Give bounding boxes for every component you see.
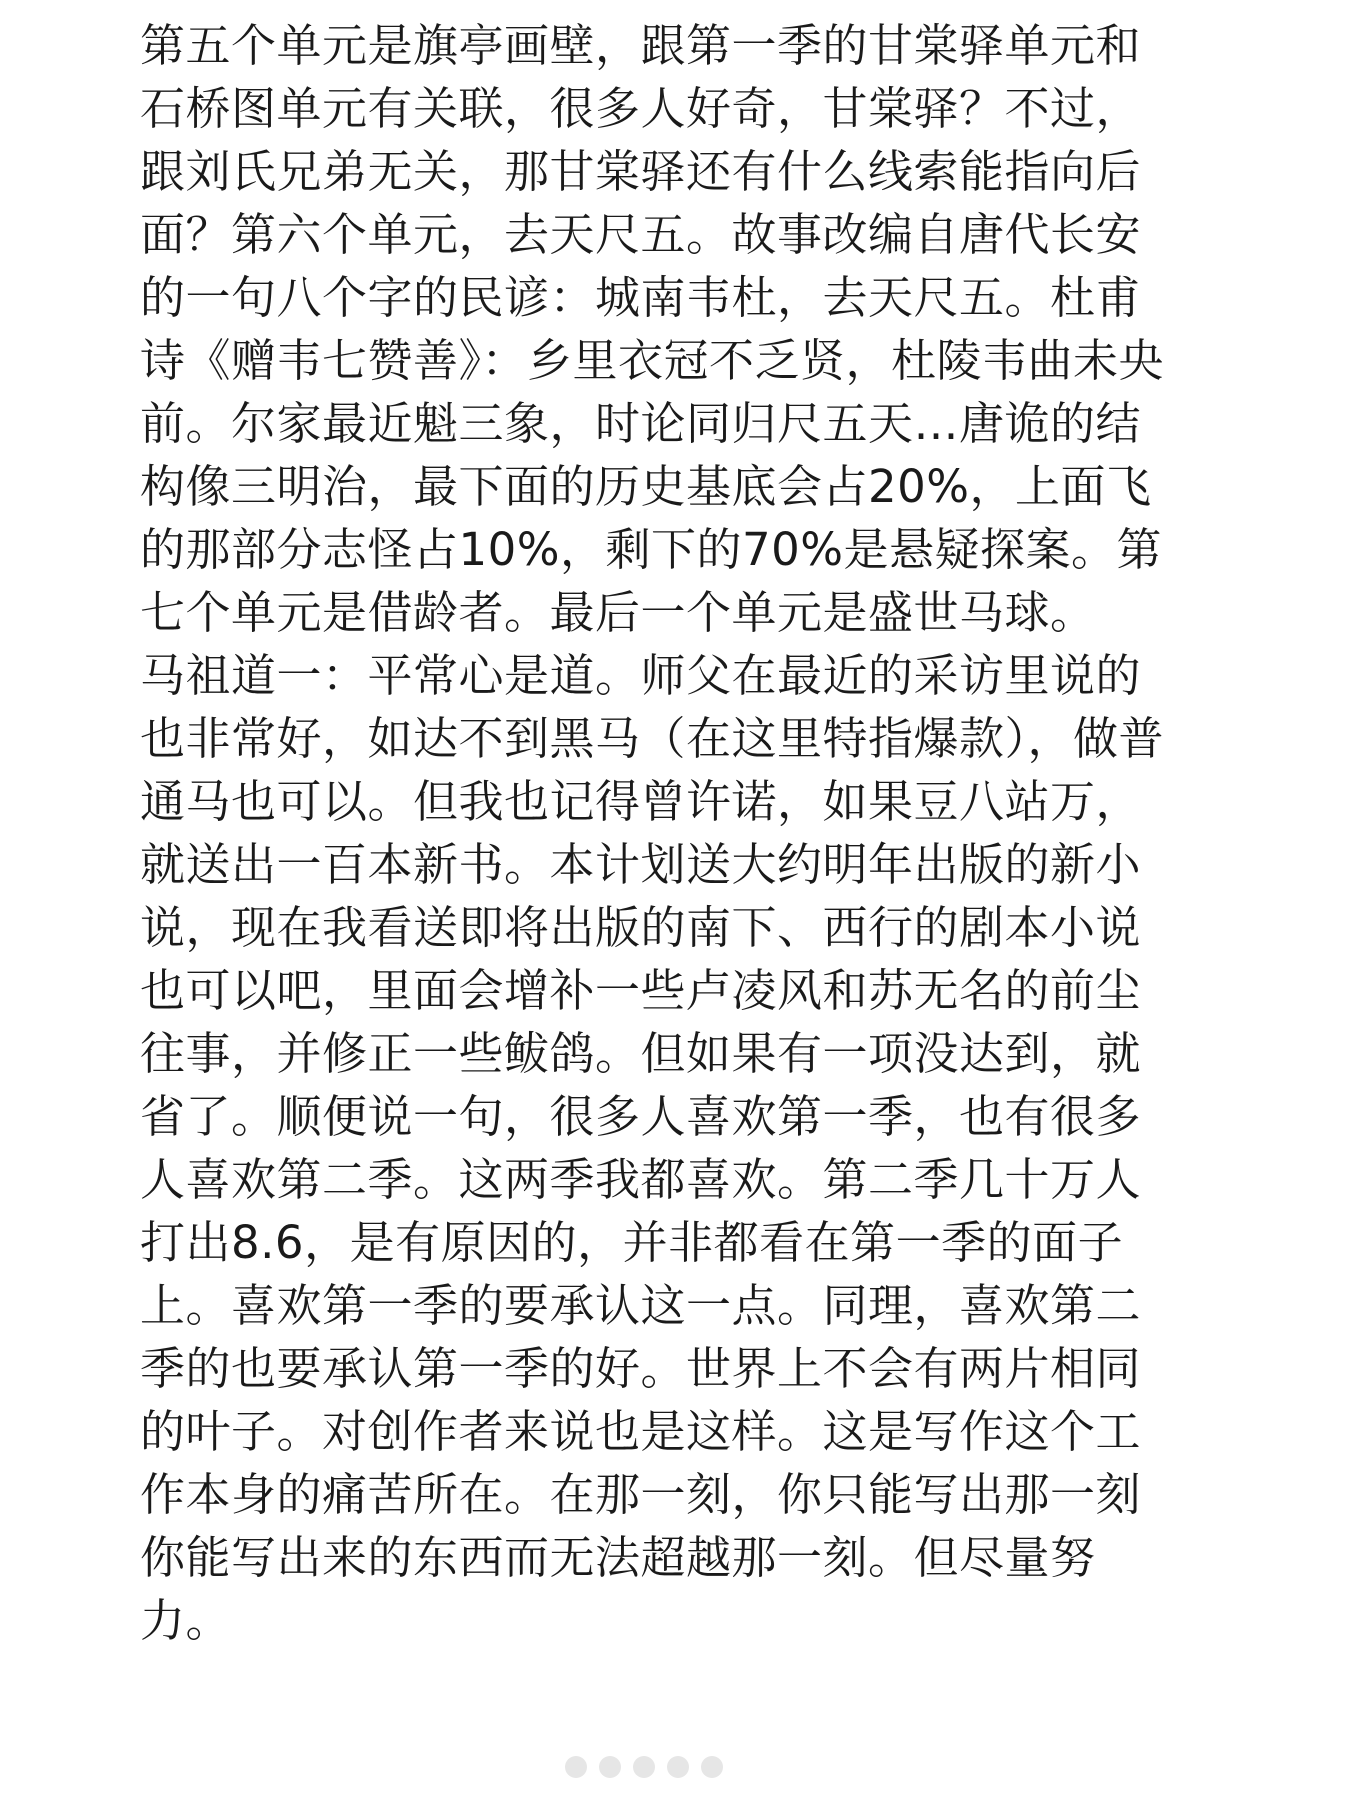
post-text-line: 通马也可以。但我也记得曾许诺，如果豆八站万， — [140, 775, 1142, 828]
watermark-dot-icon — [701, 1756, 723, 1778]
post-text-line: 打出8.6，是有原因的，并非都看在第一季的面子 — [140, 1216, 1124, 1269]
post-text-line: 力。 — [140, 1594, 232, 1647]
post-text-line: 也可以吧，里面会增补一些卢凌风和苏无名的前尘 — [140, 964, 1142, 1017]
post-text-line: 上。喜欢第一季的要承认这一点。同理，喜欢第二 — [140, 1279, 1142, 1332]
post-text-line: 跟刘氏兄弟无关，那甘棠驿还有什么线索能指向后 — [140, 145, 1142, 198]
watermark-dot-icon — [599, 1756, 621, 1778]
post-text-line: 就送出一百本新书。本计划送大约明年出版的新小 — [140, 838, 1142, 891]
post-text-line: 季的也要承认第一季的好。世界上不会有两片相同 — [140, 1342, 1142, 1395]
post-text-line: 面？第六个单元，去天尺五。故事改编自唐代长安 — [140, 208, 1142, 261]
post-text-line: 马祖道一：平常心是道。师父在最近的采访里说的 — [140, 649, 1142, 702]
post-text-line: 往事，并修正一些鲅鸽。但如果有一项没达到，就 — [140, 1027, 1142, 1080]
post-text-line: 作本身的痛苦所在。在那一刻，你只能写出那一刻 — [140, 1468, 1142, 1521]
post-text-line: 第五个单元是旗亭画壁，跟第一季的甘棠驿单元和 — [140, 19, 1142, 72]
post-text-line: 说，现在我看送即将出版的南下、西行的剧本小说 — [140, 901, 1142, 954]
post-body — [140, 14, 1220, 1652]
post-text-line: 构像三明治，最下面的历史基底会占20%，上面飞 — [140, 460, 1152, 513]
post-text-line: 诗《赠韦七赞善》：乡里衣冠不乏贤，杜陵韦曲未央 — [140, 334, 1165, 387]
post-text-line: 石桥图单元有关联，很多人好奇，甘棠驿？不过， — [140, 82, 1142, 135]
post-text-line: 七个单元是借龄者。最后一个单元是盛世马球。 — [140, 586, 1096, 639]
post-text-line: 你能写出来的东西而无法超越那一刻。但尽量努 — [140, 1531, 1096, 1584]
post-text-line: 也非常好，如达不到黑马（在这里特指爆款），做普 — [140, 712, 1165, 765]
watermark-dot-icon — [633, 1756, 655, 1778]
post-text-line: 前。尔家最近魁三象，时论同归尺五天…唐诡的结 — [140, 397, 1142, 450]
watermark — [565, 1756, 723, 1778]
post-text-line: 的叶子。对创作者来说也是这样。这是写作这个工 — [140, 1405, 1142, 1458]
post-text-line: 人喜欢第二季。这两季我都喜欢。第二季几十万人 — [140, 1153, 1142, 1206]
post-text-line: 的那部分志怪占10%，剩下的70%是悬疑探案。第 — [140, 523, 1163, 576]
post-text-line: 省了。顺便说一句，很多人喜欢第一季，也有很多 — [140, 1090, 1142, 1143]
post-text-line: 的一句八个字的民谚：城南韦杜，去天尺五。杜甫 — [140, 271, 1142, 324]
watermark-dot-icon — [565, 1756, 587, 1778]
watermark-dot-icon — [667, 1756, 689, 1778]
